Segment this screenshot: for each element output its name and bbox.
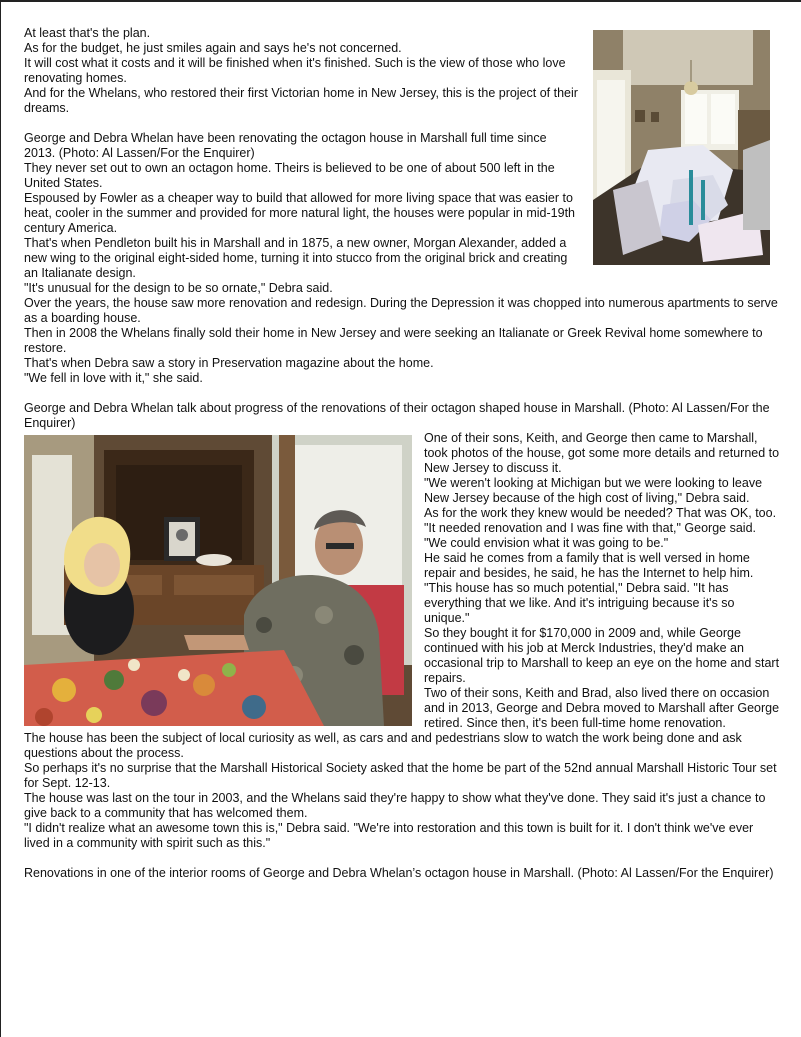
paragraph: As for the work they knew would be needed? That was OK, too.	[424, 506, 777, 520]
paragraph: "I didn't realize what an awesome town this is," Debra said. "We're into restoration and this town is built for it. I don't think we've ever lived in a community with spirit such as this."	[24, 821, 754, 850]
photo-caption: Renovations in one of the interior rooms of George and Debra Whelan’s octagon house in Marshall. (Photo: Al Lassen/For the Enquirer)	[24, 866, 774, 880]
paragraph: "We weren't looking at Michigan but we were looking to leave New Jersey because of the high cost of living," Debra said.	[424, 476, 763, 505]
paragraph: And for the Whelans, who restored their first Victorian home in New Jersey, this is the project of their dreams.	[24, 86, 578, 115]
paragraph: They never set out to own an octagon home. Theirs is believed to be one of about 500 left in the United States.	[24, 161, 555, 190]
paragraph: The house was last on the tour in 2003, and the Whelans said they're happy to show what they've done. They said it's just a chance to give back to a community that has welcomed them.	[24, 791, 766, 820]
paragraph: He said he comes from a family that is well versed in home repair and besides, he said, he has the Internet to help him.	[424, 551, 754, 580]
interior-room-illustration	[593, 30, 770, 265]
paragraph: Then in 2008 the Whelans finally sold their home in New Jersey and were seeking an Italianate or Greek Revival home somewhere to restore.	[24, 326, 763, 355]
paragraph: So perhaps it's no surprise that the Marshall Historical Society asked that the home be part of the 52nd annual Marshall Historic Tour set for Sept. 12-13.	[24, 761, 777, 790]
paragraph: The house has been the subject of local curiosity as well, as cars and and pedestrians slow to watch the work being done and ask questions about the process.	[24, 731, 742, 760]
paragraph: At least that's the plan.	[24, 26, 151, 40]
paragraph: It will cost what it costs and it will be finished when it's finished. Such is the view of those who love renovating homes.	[24, 56, 566, 85]
couple-at-table-illustration	[24, 435, 412, 726]
paragraph: "It needed renovation and I was fine with that," George said. "We could envision what it was going to be."	[424, 521, 756, 550]
paragraph: "We fell in love with it," she said.	[24, 371, 203, 385]
article-body	[24, 26, 782, 881]
paragraph: Two of their sons, Keith and Brad, also lived there on occasion and in 2013, George and Debra moved to Marshall after George retired. Since then, it's been full-time home renovation.	[424, 686, 780, 730]
paragraph: So they bought it for $170,000 in 2009 and, while George continued with his job at Merck Industries, they'd make an occasional trip to Marshall to keep an eye on the home and start repairs.	[424, 626, 780, 685]
paragraph: "This house has so much potential," Debra said. "It has everything that we like. And it's intriguing because it's so unique."	[424, 581, 735, 625]
paragraph: As for the budget, he just smiles again and says he's not concerned.	[24, 41, 402, 55]
spacer	[24, 386, 782, 401]
paragraph: That's when Pendleton built his in Marshall and in 1875, a new owner, Morgan Alexander, added a new wing to the original eight-sided home, turning it into stucco from the original brick and creating an Italianate design.	[24, 236, 568, 280]
paragraph: "It's unusual for the design to be so ornate," Debra said.	[24, 281, 333, 295]
page-top-border	[0, 0, 801, 2]
page-left-border	[0, 0, 1, 1037]
couple-at-table-photo	[24, 435, 412, 726]
paragraph: One of their sons, Keith, and George then came to Marshall, took photos of the house, got some more details and returned to New Jersey to discuss it.	[424, 431, 780, 475]
photo-caption: George and Debra Whelan talk about progress of the renovations of their octagon shaped house in Marshall. (Photo: Al Lassen/For the Enquirer)	[24, 401, 770, 430]
interior-room-photo	[593, 30, 770, 265]
paragraph: Over the years, the house saw more renovation and redesign. During the Depression it was chopped into numerous apartments to serve as a boarding house.	[24, 296, 778, 325]
spacer	[24, 851, 782, 866]
photo-caption: George and Debra Whelan have been renovating the octagon house in Marshall full time since 2013. (Photo: Al Lassen/For the Enquirer)	[24, 131, 547, 160]
paragraph: Espoused by Fowler as a cheaper way to build that allowed for more living space that was easier to heat, cooler in the summer and provided for more natural light, the houses were popular in mid-19th century America.	[24, 191, 575, 235]
paragraph: That's when Debra saw a story in Preservation magazine about the home.	[24, 356, 434, 370]
